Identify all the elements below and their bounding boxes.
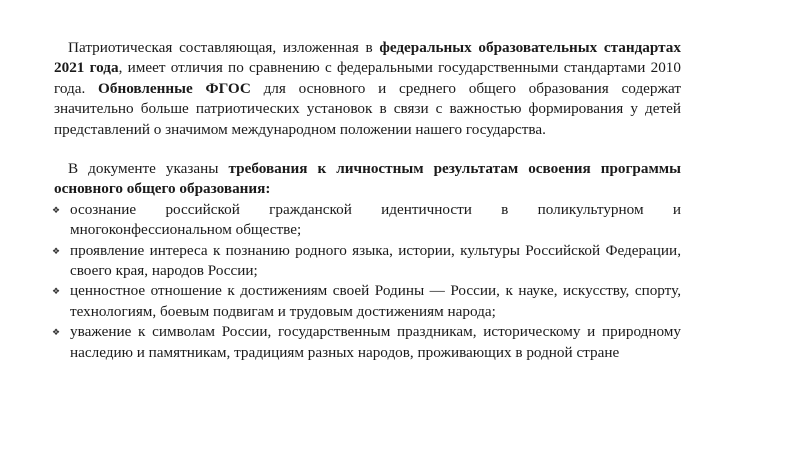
requirements-list bbox=[54, 200, 681, 363]
intro-paragraph bbox=[54, 38, 681, 140]
item-text: осознание российской гражданской идентичности в поликультурном и многоконфессиональном обществе; bbox=[70, 200, 681, 239]
bold-fgos-2021: федеральных образовательных стандартах 2021 года bbox=[54, 39, 681, 77]
bold-requirements: требования к личностным результатам освоения программы основного общего образования: bbox=[54, 160, 682, 198]
diamond-bullet-icon: ❖ bbox=[52, 204, 61, 215]
list-item bbox=[54, 200, 681, 241]
document-page bbox=[54, 38, 681, 363]
text: Патриотическая составляющая, изложенная в bbox=[68, 39, 380, 56]
requirements-intro bbox=[54, 159, 681, 200]
diamond-bullet-icon: ❖ bbox=[52, 245, 61, 256]
item-text: проявление интереса к познанию родного языка, истории, культуры Российской Федерации, своего края, народов России; bbox=[70, 241, 681, 280]
list-item bbox=[54, 281, 681, 322]
list-item bbox=[54, 241, 681, 282]
list-item bbox=[54, 322, 681, 363]
text: , имеет отличия по сравнению с федеральными государственными стандартами 2010 года. bbox=[54, 59, 681, 97]
bold-updated-fgos: Обновленные ФГОС bbox=[98, 79, 251, 97]
item-text: ценностное отношение к достижениям своей Родины — России, к науке, искусству, спорту, технологиям, боевым подвигам и трудовым достижениям народа; bbox=[70, 282, 681, 320]
item-text: уважение к символам России, государственным праздникам, историческому и природному наследию и памятникам, традициям разных народов, проживающих в родной стране bbox=[70, 323, 681, 361]
diamond-bullet-icon: ❖ bbox=[52, 286, 61, 297]
text: В документе указаны bbox=[68, 160, 229, 178]
diamond-bullet-icon: ❖ bbox=[52, 327, 61, 338]
text: для основного и среднего общего образования содержат значительно больше патриотических установок в связи с важностью формирования у детей представлений о значимом международном положении нашего государства. bbox=[54, 79, 681, 138]
